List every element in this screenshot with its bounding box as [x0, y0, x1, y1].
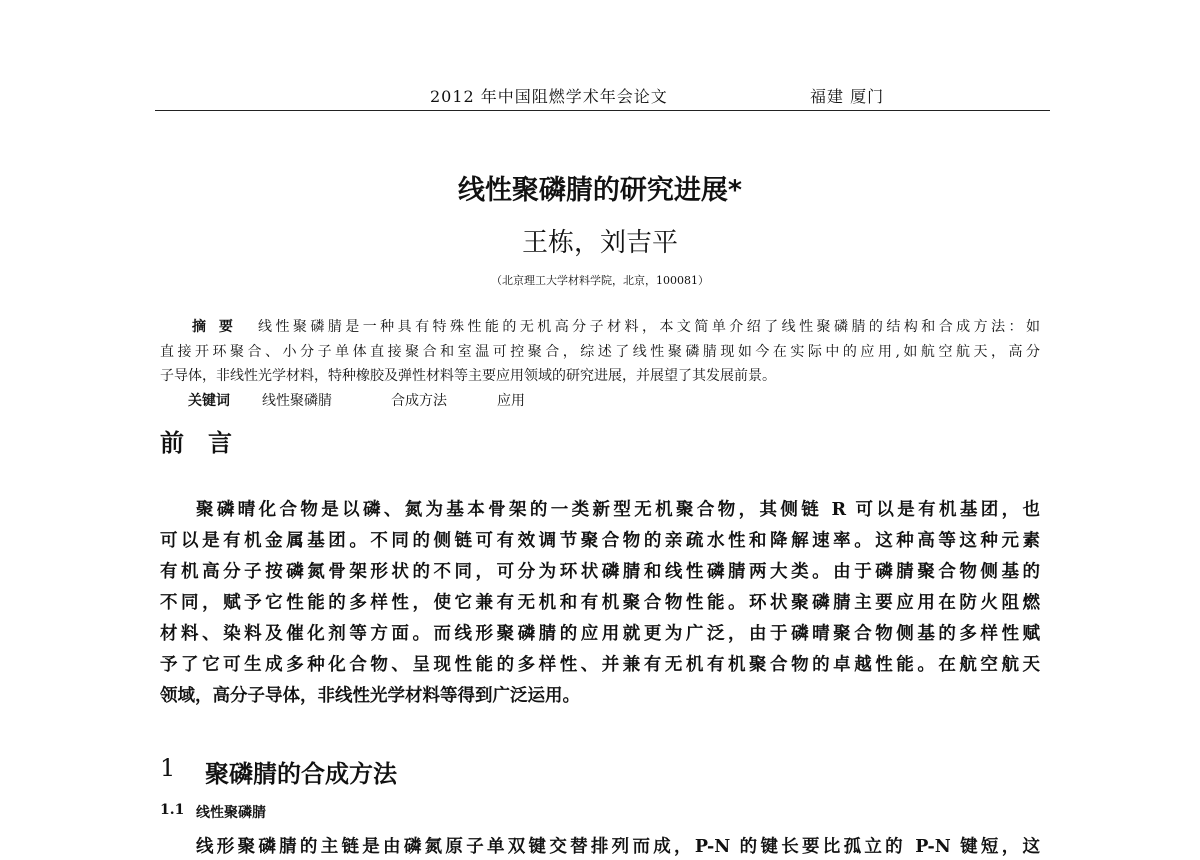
keywords-label: 关键词	[188, 393, 230, 409]
header-rule	[155, 110, 1050, 111]
intro-line: 不同，赋予它性能的多样性，使它兼有无机和有机聚合物性能。环状聚磷腈主要应用在防火阻燃	[160, 593, 1040, 613]
intro-line: 领域，高分子导体，非线性光学材料等得到广泛运用。	[160, 686, 580, 706]
abstract-label: 摘 要	[192, 319, 237, 335]
abstract-line: 直接开环聚合、小分子单体直接聚合和室温可控聚合，综述了线性聚磷腈现如今在实际中的应用,如航空航天，高分	[160, 344, 1040, 360]
intro-line: 可以是有机金属基团。不同的侧链可有效调节聚合物的亲疏水性和降解速率。这种高等这种元素	[160, 531, 1040, 551]
keyword: 线性聚磷腈	[262, 393, 332, 409]
paper-title: 线性聚磷腈的研究进展*	[457, 175, 743, 206]
intro-heading: 前 言	[160, 429, 232, 457]
abstract-line: 子导体，非线性光学材料，特种橡胶及弹性材料等主要应用领域的研究进展，并展望了其发展前景。	[160, 368, 776, 384]
running-header-conference: 2012 年中国阻燃学术年会论文	[430, 87, 668, 106]
section-line: 线形聚磷腈的主链是由磷氮原子单双键交替排列而成，P-N 的键长要比孤立的 P-N 键短，这	[196, 837, 1040, 857]
subsection-heading: 线性聚磷腈	[196, 805, 266, 821]
keyword: 合成方法	[391, 393, 447, 409]
authors: 王栋，刘吉平	[521, 228, 678, 258]
affiliation: （北京理工大学材料学院，北京，100081）	[491, 274, 709, 287]
intro-line: 予了它可生成多种化合物、呈现性能的多样性、并兼有无机有机聚合物的卓越性能。在航空航天	[160, 655, 1040, 675]
intro-line: 聚磷晴化合物是以磷、氮为基本骨架的一类新型无机聚合物，其侧链 R 可以是有机基团，也	[196, 500, 1040, 520]
section-heading: 聚磷腈的合成方法	[205, 760, 397, 788]
section-number: 1	[160, 754, 176, 782]
running-header-location: 福建 厦门	[810, 87, 885, 106]
keyword: 应用	[497, 393, 525, 409]
subsection-number: 1.1	[160, 802, 185, 818]
intro-line: 材料、染料及催化剂等方面。而线形聚磷腈的应用就更为广泛，由于磷晴聚合物侧基的多样性赋	[160, 624, 1040, 644]
abstract-line: 线性聚磷腈是一种具有特殊性能的无机高分子材料，本文简单介绍了线性聚磷腈的结构和合成方法：如	[258, 319, 1040, 335]
intro-line: 有机高分子按磷氮骨架形状的不同，可分为环状磷腈和线性磷腈两大类。由于磷腈聚合物侧基的	[160, 562, 1040, 582]
